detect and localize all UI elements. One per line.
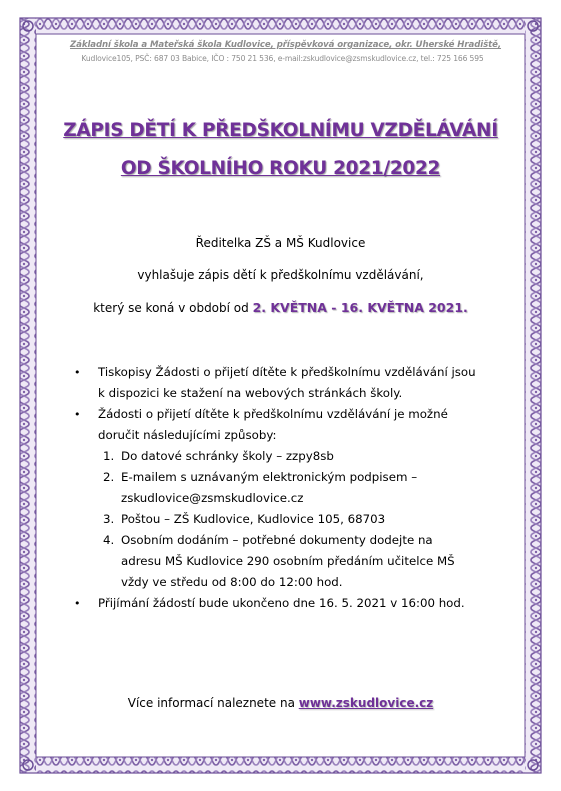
bullet-icon: •	[74, 408, 81, 421]
intro-announcement: vyhlašuje zápis dětí k předškolnímu vzdělávání,	[137, 268, 424, 282]
list-item	[74, 404, 494, 446]
method-email-address: zskudlovice@zsmskudlovice.cz	[121, 491, 304, 505]
page-title-line2: OD ŠKOLNÍHO ROKU 2021/2022	[120, 158, 441, 179]
enrollment-date-range: 2. KVĚTNA - 16. KVĚTNA 2021.	[252, 300, 468, 315]
bullet-text: Žádosti o přijetí dítěte k předškolnímu vzdělávání je možné	[98, 407, 448, 421]
method-text: E-mailem s uznávaným elektronickým podpisem –	[121, 470, 418, 484]
method-item-post	[74, 509, 494, 530]
intro-principal: Ředitelka ZŠ a MŠ Kudlovice	[195, 236, 366, 250]
letterhead-contact: Kudlovice105, PSČ: 687 03 Babice, IČO : 750 21 536, e-mail:zskudlovice@zsmskudlovice.cz, tel.: 725 166 595	[81, 54, 484, 63]
intro-date-line	[40, 300, 521, 315]
bullet-icon: •	[74, 366, 81, 379]
method-item-personal	[74, 530, 494, 593]
method-text: Do datové schránky školy – zzpy8sb	[121, 449, 334, 463]
bullet-text: Tiskopisy Žádosti o přijetí dítěte k předškolnímu vzdělávání jsou	[98, 365, 476, 379]
list-number: 3.	[103, 512, 115, 526]
more-info-footer	[40, 696, 521, 710]
bullet-text: doručit následujícími způsoby:	[98, 428, 277, 442]
list-item	[74, 593, 494, 614]
list-number: 1.	[103, 449, 115, 463]
method-item-email	[74, 467, 494, 509]
method-item-datova-schranka	[74, 446, 494, 467]
list-item	[74, 362, 494, 404]
method-text: vždy ve středu od 8:00 do 12:00 hod.	[121, 575, 343, 589]
school-letterhead	[70, 40, 502, 63]
bullet-text: Přijímání žádostí bude ukončeno dne 16. 5. 2021 v 16:00 hod.	[98, 596, 465, 610]
list-number: 2.	[103, 470, 115, 484]
school-website-link[interactable]: www.zskudlovice.cz	[298, 696, 434, 710]
page-title-line1: ZÁPIS DĚTÍ K PŘEDŠKOLNÍMU VZDĚLÁVÁNÍ	[63, 120, 498, 141]
intro-date-prefix: který se koná v období od	[93, 301, 253, 315]
info-bullet-list	[74, 362, 494, 614]
list-number: 4.	[103, 533, 115, 547]
method-text: Osobním dodáním – potřebné dokumenty dodejte na	[121, 533, 433, 547]
bullet-icon: •	[74, 597, 81, 610]
bullet-text: k dispozici ke stažení na webových stránkách školy.	[98, 386, 403, 400]
footer-text: Více informací naleznete na	[127, 696, 299, 710]
letterhead-school-name: Základní škola a Mateřská škola Kudlovice, příspěvková organizace, okr. Uherské Hradiště,	[70, 40, 502, 50]
method-text: Poštou – ZŠ Kudlovice, Kudlovice 105, 68703	[121, 512, 386, 526]
method-text: adresu MŠ Kudlovice 290 osobním předáním učitelce MŠ	[121, 554, 455, 568]
